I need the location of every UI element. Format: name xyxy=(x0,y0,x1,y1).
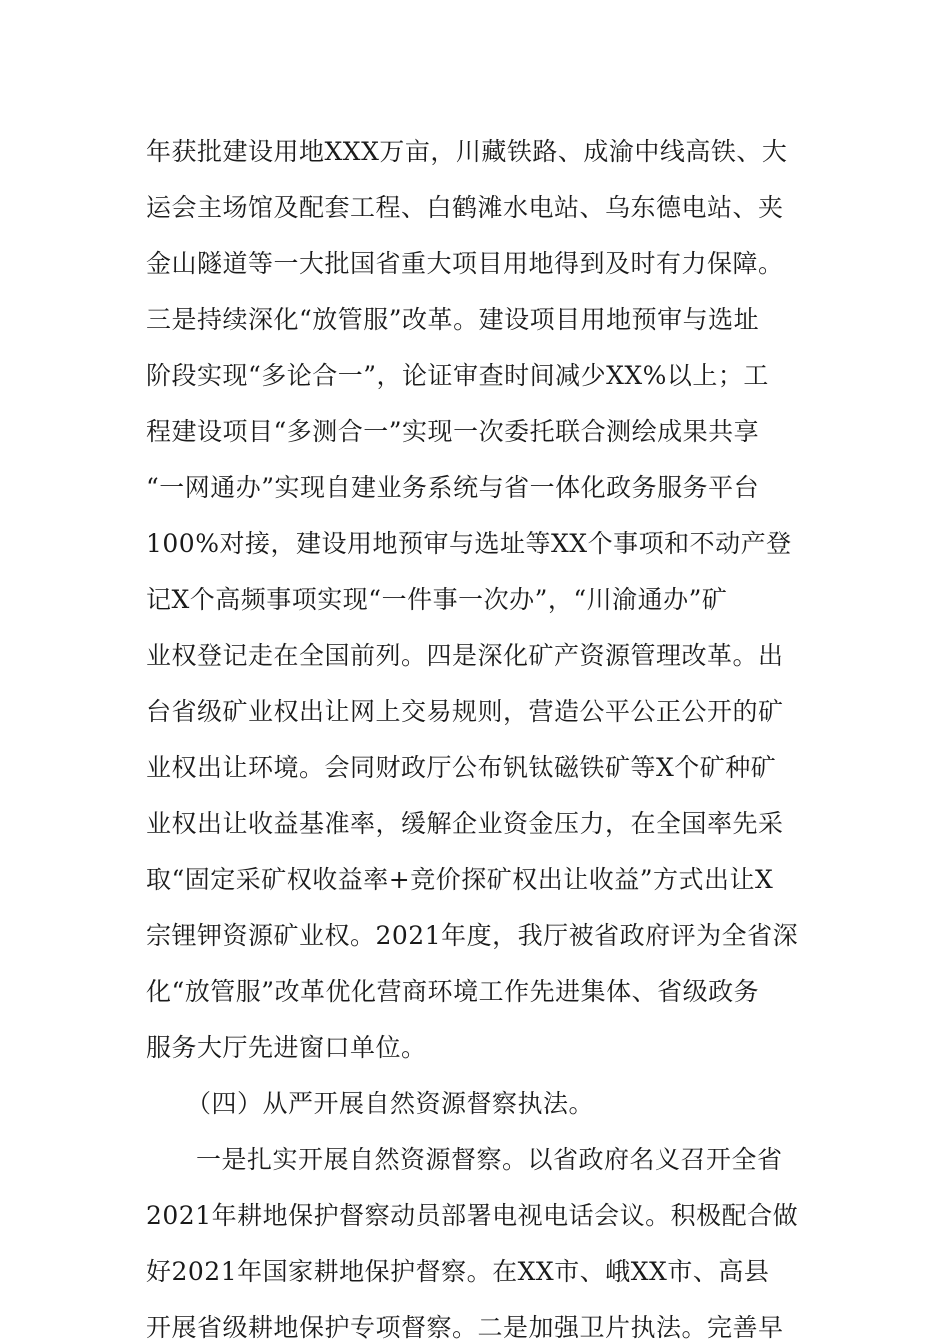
text-line: 好2021年国家耕地保护督察。在XX市、峨XX市、高县 xyxy=(146,1257,770,1286)
text-line: 年获批建设用地XXX万亩，川藏铁路、成渝中线高铁、大 xyxy=(146,137,788,166)
text-line: 运会主场馆及配套工程、白鹤滩水电站、乌东德电站、夹 xyxy=(146,193,784,222)
text-line: 取“固定采矿权收益率+竞价探矿权出让收益”方式出让X xyxy=(146,865,774,894)
text-line: 业权出让环境。会同财政厅公布钒钛磁铁矿等X个矿种矿 xyxy=(146,753,777,782)
text-line: 记X个高频事项实现“一件事一次办”，“川渝通办”矿 xyxy=(146,585,728,614)
text-line: 程建设项目“多测合一”实现一次委托联合测绘成果共享 xyxy=(146,417,760,446)
text-line: 宗锂钾资源矿业权。2021年度，我厅被省政府评为全省深 xyxy=(146,921,799,950)
text-line: 一是扎实开展自然资源督察。以省政府名义召开全省 xyxy=(196,1145,783,1174)
text-line: 业权出让收益基准率，缓解企业资金压力，在全国率先采 xyxy=(146,809,784,838)
text-line: 服务大厅先进窗口单位。 xyxy=(146,1033,427,1062)
text-line: 2021年耕地保护督察动员部署电视电话会议。积极配合做 xyxy=(146,1201,799,1230)
text-line: 金山隧道等一大批国省重大项目用地得到及时有力保障。 xyxy=(146,249,784,278)
text-line: 化“放管服”改革优化营商环境工作先进集体、省级政务 xyxy=(146,977,760,1006)
text-line: 台省级矿业权出让网上交易规则，营造公平公正公开的矿 xyxy=(146,697,784,726)
text-line: “一网通办”实现自建业务系统与省一体化政务服务平台 xyxy=(146,473,760,502)
text-line: 业权登记走在全国前列。四是深化矿产资源管理改革。出 xyxy=(146,641,784,670)
text-line: 阶段实现“多论合一”，论证审查时间减少XX%以上；工 xyxy=(146,361,769,390)
section-heading: （四）从严开展自然资源督察执法。 xyxy=(186,1089,595,1118)
text-line: 100%对接，建设用地预审与选址等XX个事项和不动产登 xyxy=(146,529,792,558)
text-line: 三是持续深化“放管服”改革。建设项目用地预审与选址 xyxy=(146,305,760,334)
text-line: 开展省级耕地保护专项督察。二是加强卫片执法。完善早 xyxy=(146,1313,784,1342)
